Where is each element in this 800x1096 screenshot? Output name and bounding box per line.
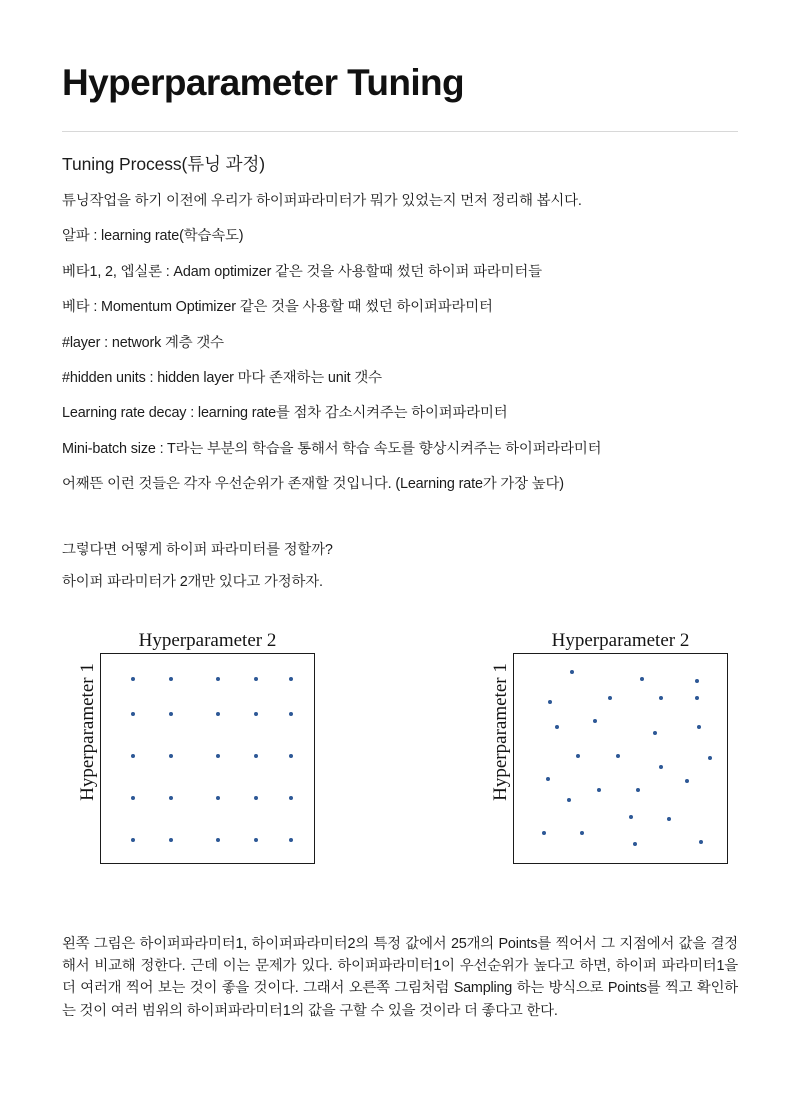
data-point (633, 842, 637, 846)
body-line-4: 베타 : Momentum Optimizer 같은 것을 사용할 때 썼던 하이퍼파라미터 (62, 299, 493, 316)
data-point (667, 817, 671, 821)
body-line-3: 베타1, 2, 엡실론 : Adam optimizer 같은 것을 사용할때 썼던 하이퍼 파라미터들 (62, 263, 542, 280)
data-point (254, 838, 258, 842)
data-point (169, 838, 173, 842)
data-point (659, 765, 663, 769)
data-point (289, 754, 293, 758)
question-line-1: 그렇다면 어떻게 하이퍼 파라미터를 정할까? (62, 541, 333, 558)
title-divider (62, 131, 738, 132)
data-point (546, 777, 550, 781)
body-line-2: 알파 : learning rate(학습속도) (62, 228, 244, 245)
data-point (636, 788, 640, 792)
figure-left-body (62, 653, 315, 866)
data-point (216, 796, 220, 800)
data-point (289, 677, 293, 681)
data-point (289, 838, 293, 842)
plot-area-random-search (513, 653, 728, 864)
page-title: Hyperparameter Tuning (62, 62, 465, 103)
data-point (597, 788, 601, 792)
body-line-8: Mini-batch size : T라는 부분의 학습을 통해서 학습 속도를 향상시켜주는 하이퍼라라미터 (62, 440, 602, 457)
figure-left-xaxis-title: Hyperparameter 2 (138, 629, 277, 651)
data-point (131, 754, 135, 758)
data-point (131, 796, 135, 800)
figure-right-yaxis-title: Hyperparameter 1 (490, 662, 511, 801)
document-content (62, 0, 738, 1022)
question-line-2: 하이퍼 파라미터가 2개만 있다고 가정하자. (62, 574, 323, 591)
data-point (289, 712, 293, 716)
section-heading: Tuning Process(튜닝 과정) (62, 153, 265, 174)
data-point (254, 754, 258, 758)
data-point (169, 796, 173, 800)
data-point (216, 838, 220, 842)
body-line-7: Learning rate decay : learning rate를 점차 감소시켜주는 하이퍼파라미터 (62, 405, 508, 422)
data-point (216, 677, 220, 681)
data-point (653, 731, 657, 735)
data-point (695, 679, 699, 683)
data-point (567, 798, 571, 802)
body-line-6: #hidden units : hidden layer 마다 존재하는 unit 갯수 (62, 370, 382, 387)
data-point (640, 677, 644, 681)
body-line-1: 튜닝작업을 하기 이전에 우리가 하이퍼파라미터가 뭐가 있었는지 먼저 정리해 봅시다. (62, 192, 582, 209)
figure-right-xaxis-title: Hyperparameter 2 (551, 629, 690, 651)
data-point (254, 796, 258, 800)
data-point (169, 712, 173, 716)
data-point (616, 754, 620, 758)
data-point (699, 840, 703, 844)
data-point (131, 712, 135, 716)
data-point (169, 677, 173, 681)
data-point (695, 696, 699, 700)
data-point (555, 725, 559, 729)
data-point (254, 712, 258, 716)
figure-right-body (475, 653, 728, 866)
data-point (629, 815, 633, 819)
data-point (289, 796, 293, 800)
data-point (169, 754, 173, 758)
data-point (697, 725, 701, 729)
data-point (576, 754, 580, 758)
body-line-5: #layer : network 계층 갯수 (62, 334, 224, 351)
data-point (542, 831, 546, 835)
data-point (685, 779, 689, 783)
data-point (608, 696, 612, 700)
data-point (216, 754, 220, 758)
data-point (254, 677, 258, 681)
data-point (131, 677, 135, 681)
data-point (659, 696, 663, 700)
body-line-9: 어째뜬 이런 것들은 각자 우선순위가 존재할 것입니다. (Learning rate가 가장 높다) (62, 476, 564, 493)
data-point (216, 712, 220, 716)
data-point (548, 700, 552, 704)
data-point (593, 719, 597, 723)
figure-row (62, 631, 738, 881)
plot-area-grid-search (100, 653, 315, 864)
figure-left-yaxis-title: Hyperparameter 1 (77, 662, 98, 801)
data-point (570, 670, 574, 674)
figure-grid-search (62, 631, 315, 866)
data-point (580, 831, 584, 835)
data-point (708, 756, 712, 760)
data-point (131, 838, 135, 842)
figure-random-search (475, 631, 728, 866)
closing-paragraph: 왼쪽 그림은 하이퍼파라미터1, 하이퍼파라미터2의 특정 값에서 25개의 Points를 찍어서 그 지점에서 값을 결정해서 비교해 정한다. 근데 이는 문제가 있다. 하이퍼파라미터1이 우선순위가 높다고 하면, 하이퍼 파라미터1을 더 여러개 찍어 보는 것이 좋을 것이다. 그래서 오른쪽 그림처럼 Sampling 하는 방식으로 Points를 찍고 확인하는 것이 여러 범위의 하이퍼파라미터1의 값을 구할 수 있을 것이라 더 좋다고 한다. (62, 935, 738, 1019)
